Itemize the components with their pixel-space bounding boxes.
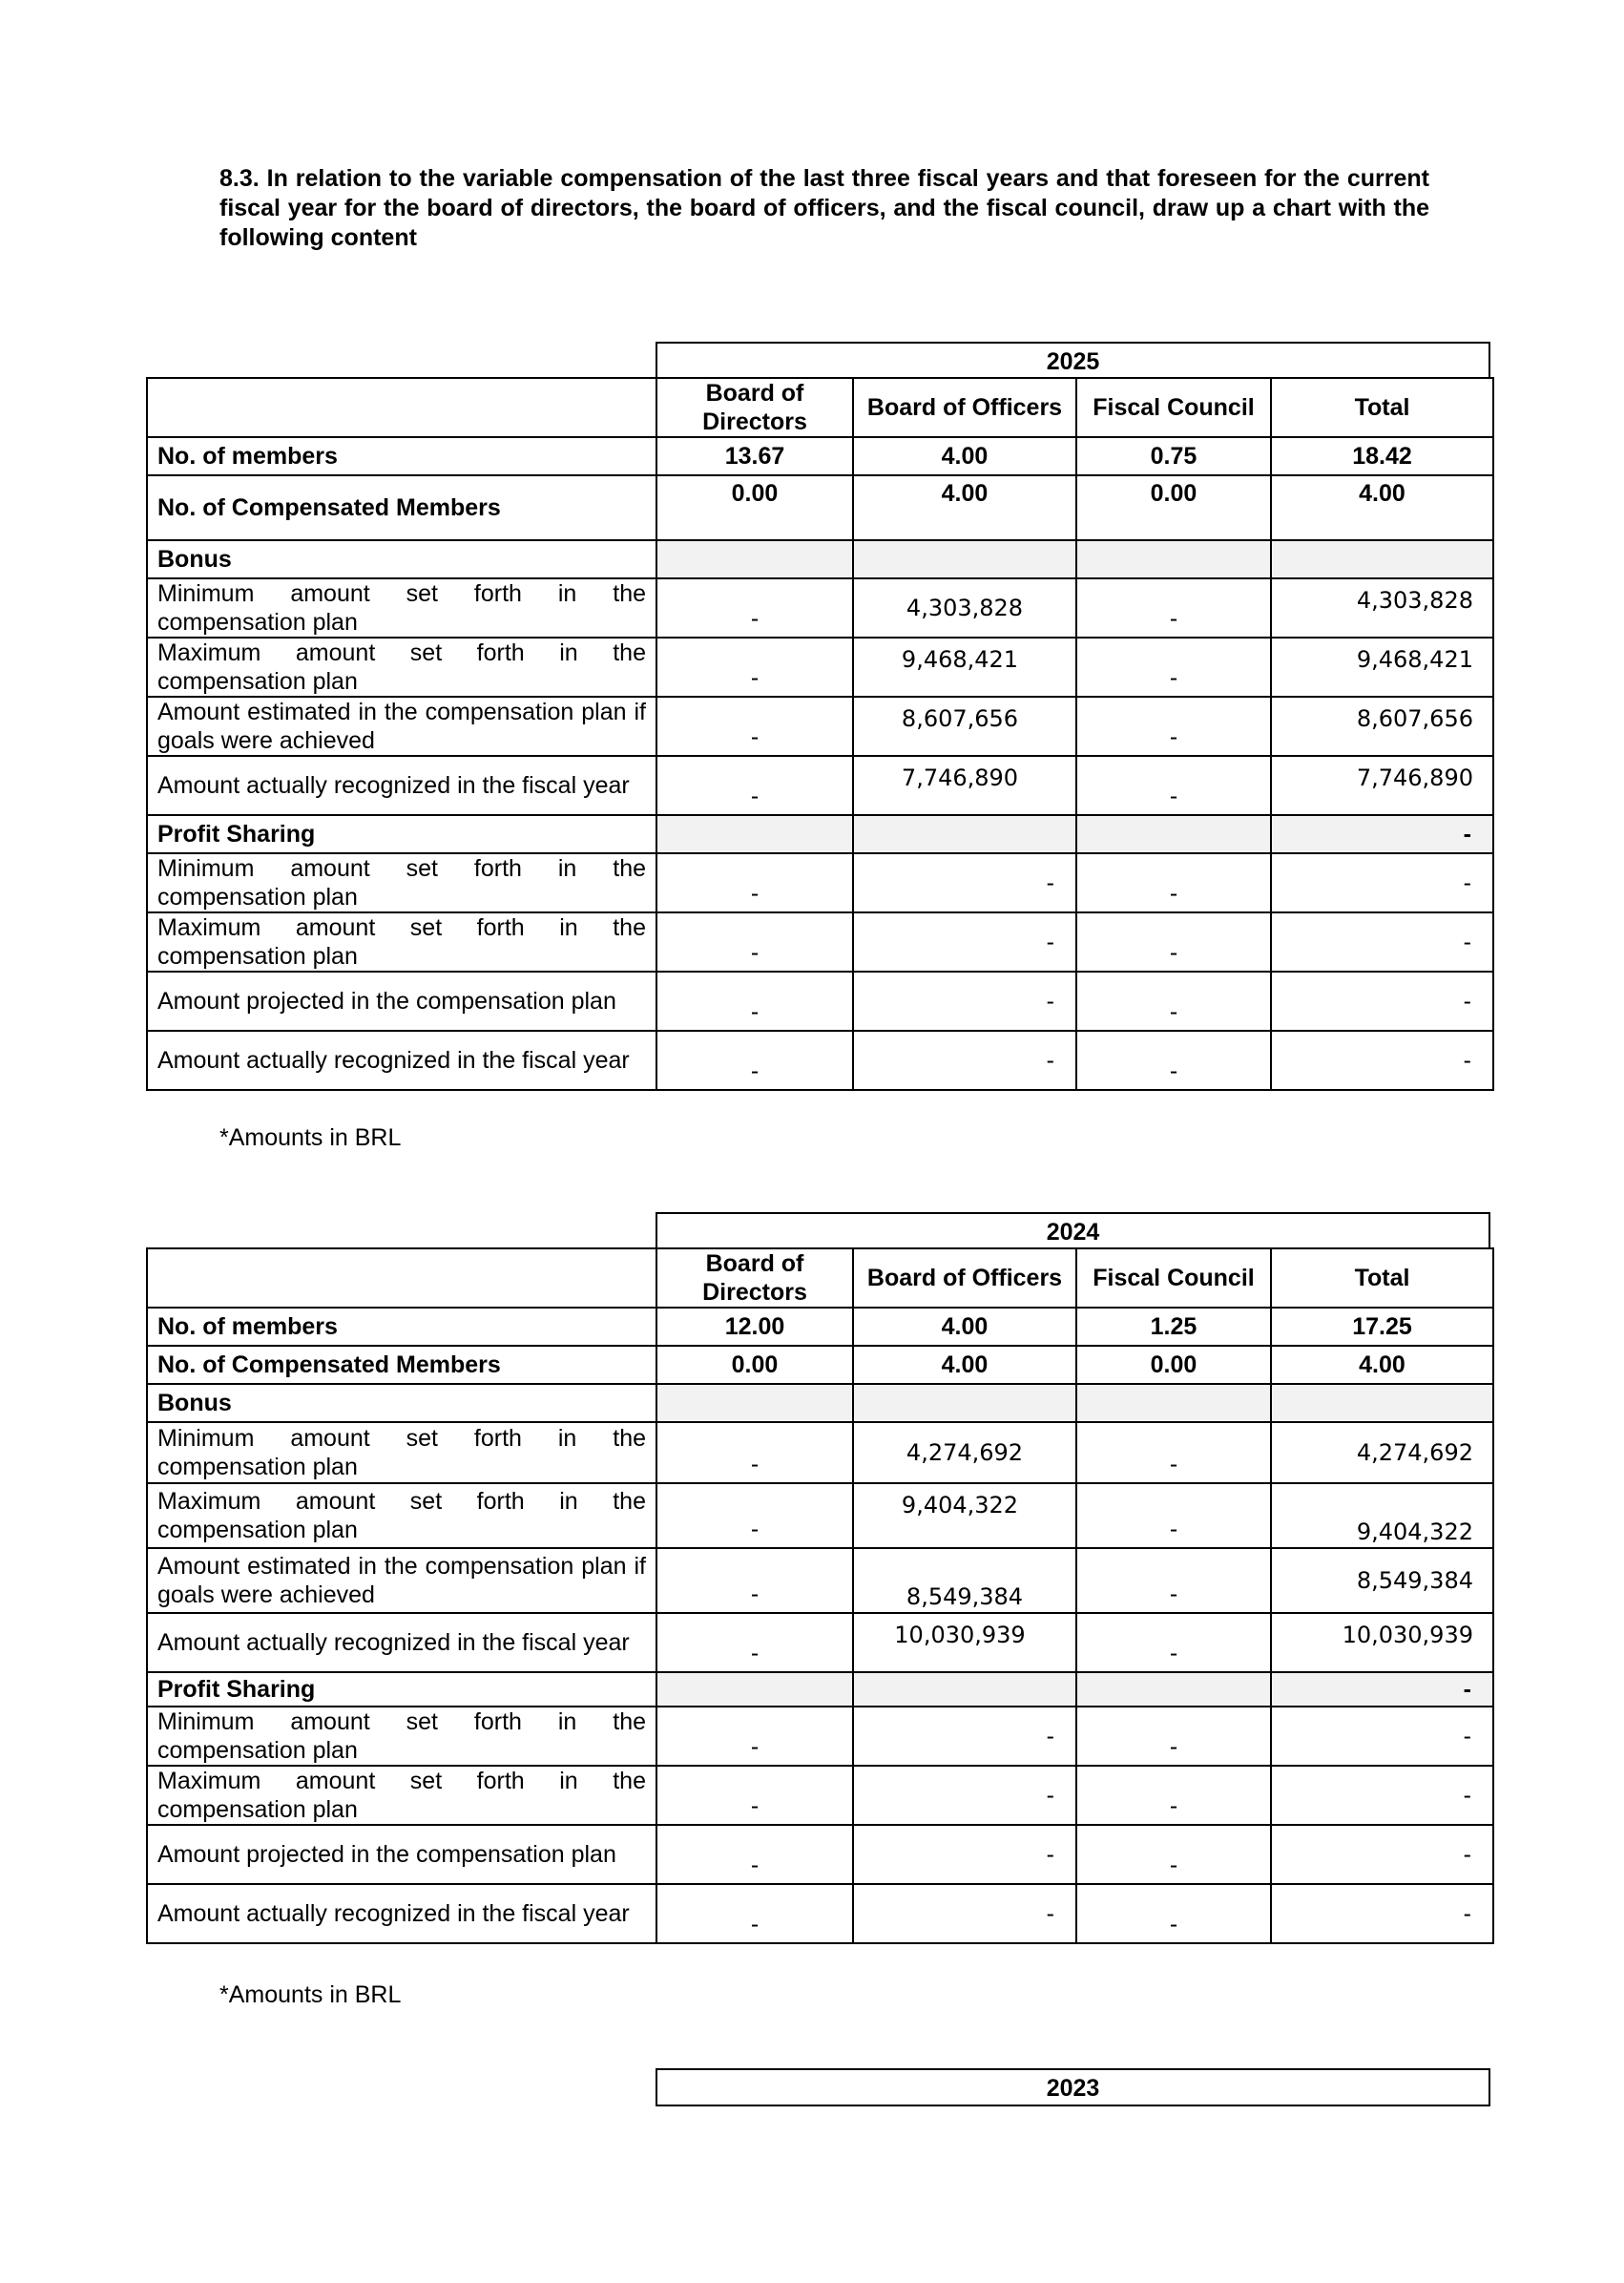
cell-value: -: [853, 1031, 1076, 1090]
amounts-note-2024: *Amounts in BRL: [219, 1981, 402, 2008]
cell-value: -: [1271, 853, 1493, 912]
row-label-projected: Amount projected in the compensation plan: [147, 1825, 656, 1884]
row-label-recognized: Amount actually recognized in the fiscal year: [147, 1613, 656, 1672]
cell-value: 4.00: [853, 1308, 1076, 1346]
cell-value: 0.00: [656, 475, 853, 540]
cell-value: -: [1271, 815, 1493, 853]
cell-value: 0.75: [1076, 437, 1271, 475]
table-row: [147, 1707, 1493, 1766]
row-label-max: Maximum amount set forth in the compensation plan: [147, 912, 656, 972]
cell-value: -: [1271, 1766, 1493, 1825]
cell-empty: [656, 1672, 853, 1707]
cell-value: -: [1076, 1422, 1271, 1483]
section-heading: 8.3. In relation to the variable compensation of the last three fiscal years and that foreseen for the current fiscal year for the board of directors, the board of officers, and the fiscal council, draw up a chart with the following content: [219, 165, 1429, 251]
table-row: [147, 1308, 1493, 1346]
cell-value: -: [1076, 1766, 1271, 1825]
cell-value: -: [656, 912, 853, 972]
cell-empty: [1076, 815, 1271, 853]
cell-value: -: [1076, 578, 1271, 638]
cell-value: 13.67: [656, 437, 853, 475]
cell-value: 7,746,890: [853, 756, 1076, 815]
cell-empty: [853, 1672, 1076, 1707]
cell-empty: [1076, 540, 1271, 578]
cell-value: 9,404,322: [1271, 1483, 1493, 1548]
row-label-members: No. of members: [147, 1308, 656, 1346]
cell-value: 18.42: [1271, 437, 1493, 475]
cell-value: 8,607,656: [853, 697, 1076, 756]
year-header-2025: 2025: [656, 342, 1490, 377]
cell-value: 0.00: [1076, 475, 1271, 540]
cell-empty: [853, 815, 1076, 853]
year-header-2023: 2023: [656, 2068, 1490, 2106]
section-bonus: Bonus: [147, 540, 656, 578]
row-label-members: No. of members: [147, 437, 656, 475]
table-row: [147, 1031, 1493, 1090]
cell-value: -: [656, 578, 853, 638]
cell-empty: [656, 815, 853, 853]
cell-value: 9,404,322: [853, 1483, 1076, 1548]
table-row: [147, 578, 1493, 638]
cell-empty: [1271, 1384, 1493, 1422]
cell-value: -: [1076, 638, 1271, 697]
cell-value: -: [1076, 1825, 1271, 1884]
cell-value: -: [1076, 697, 1271, 756]
cell-value: -: [853, 972, 1076, 1031]
row-label-recognized: Amount actually recognized in the fiscal year: [147, 756, 656, 815]
cell-value: -: [656, 972, 853, 1031]
cell-value: -: [656, 1031, 853, 1090]
cell-value: -: [1271, 1825, 1493, 1884]
cell-value: -: [853, 1884, 1076, 1943]
row-label-max: Maximum amount set forth in the compensation plan: [147, 638, 656, 697]
cell-value: -: [656, 1825, 853, 1884]
cell-value: -: [656, 1483, 853, 1548]
row-label-min: Minimum amount set forth in the compensation plan: [147, 853, 656, 912]
col-fiscal-council: Fiscal Council: [1076, 378, 1271, 437]
cell-value: -: [853, 912, 1076, 972]
cell-value: -: [1271, 1707, 1493, 1766]
cell-value: 8,549,384: [853, 1548, 1076, 1613]
table-row: [147, 1766, 1493, 1825]
col-board-of-directors: Board of Directors: [656, 1248, 853, 1308]
cell-value: -: [656, 1766, 853, 1825]
cell-value: 4,303,828: [853, 578, 1076, 638]
cell-value: 4.00: [853, 437, 1076, 475]
cell-value: -: [1076, 1884, 1271, 1943]
cell-value: 4,274,692: [1271, 1422, 1493, 1483]
cell-value: -: [1271, 1672, 1493, 1707]
cell-value: 10,030,939: [1271, 1613, 1493, 1672]
cell-value: -: [1076, 972, 1271, 1031]
cell-value: -: [656, 697, 853, 756]
cell-value: 4,274,692: [853, 1422, 1076, 1483]
table-row: [147, 1548, 1493, 1613]
cell-empty: [853, 540, 1076, 578]
cell-value: 9,468,421: [1271, 638, 1493, 697]
cell-value: 0.00: [656, 1346, 853, 1384]
row-label-recognized: Amount actually recognized in the fiscal year: [147, 1884, 656, 1943]
row-label-recognized: Amount actually recognized in the fiscal year: [147, 1031, 656, 1090]
table-row: [147, 1384, 1493, 1422]
row-label-max: Maximum amount set forth in the compensation plan: [147, 1483, 656, 1548]
section-bonus: Bonus: [147, 1384, 656, 1422]
col-board-of-officers: Board of Officers: [853, 1248, 1076, 1308]
row-label-estimated: Amount estimated in the compensation plan if goals were achieved: [147, 1548, 656, 1613]
row-label-compensated: No. of Compensated Members: [147, 475, 656, 540]
variable-compensation-table-2025: [146, 377, 1494, 1091]
cell-value: 4,303,828: [1271, 578, 1493, 638]
cell-value: 1.25: [1076, 1308, 1271, 1346]
cell-value: -: [656, 1884, 853, 1943]
cell-value: -: [853, 1707, 1076, 1766]
cell-value: -: [1076, 1483, 1271, 1548]
cell-value: -: [656, 1707, 853, 1766]
cell-value: -: [656, 1422, 853, 1483]
cell-value: -: [1076, 912, 1271, 972]
cell-value: 0.00: [1076, 1346, 1271, 1384]
cell-value: -: [1076, 1031, 1271, 1090]
col-board-of-directors: Board of Directors: [656, 378, 853, 437]
cell-value: -: [1271, 972, 1493, 1031]
cell-value: 4.00: [1271, 1346, 1493, 1384]
cell-value: 17.25: [1271, 1308, 1493, 1346]
year-header-2024: 2024: [656, 1212, 1490, 1247]
cell-value: -: [853, 1766, 1076, 1825]
cell-value: -: [656, 756, 853, 815]
cell-value: -: [1271, 1884, 1493, 1943]
section-profit-sharing: Profit Sharing: [147, 1672, 656, 1707]
cell-empty: [1076, 1384, 1271, 1422]
col-fiscal-council: Fiscal Council: [1076, 1248, 1271, 1308]
cell-value: -: [656, 1613, 853, 1672]
col-board-of-officers: Board of Officers: [853, 378, 1076, 437]
amounts-note-2025: *Amounts in BRL: [219, 1124, 402, 1151]
cell-value: 4.00: [853, 475, 1076, 540]
variable-compensation-table-2024: [146, 1247, 1494, 1944]
cell-value: 8,607,656: [1271, 697, 1493, 756]
table-row: [147, 1825, 1493, 1884]
cell-empty: [656, 540, 853, 578]
cell-value: 4.00: [853, 1346, 1076, 1384]
cell-value: -: [656, 853, 853, 912]
table-row: [147, 1422, 1493, 1483]
row-label-estimated: Amount estimated in the compensation plan if goals were achieved: [147, 697, 656, 756]
col-total: Total: [1271, 1248, 1493, 1308]
cell-value: 9,468,421: [853, 638, 1076, 697]
cell-empty: [656, 1384, 853, 1422]
table-row: [147, 638, 1493, 697]
cell-empty: [853, 1384, 1076, 1422]
table-row: [147, 815, 1493, 853]
row-label-compensated: No. of Compensated Members: [147, 1346, 656, 1384]
cell-value: -: [1271, 912, 1493, 972]
table-row: [147, 1346, 1493, 1384]
table-row: [147, 972, 1493, 1031]
table-row: [147, 437, 1493, 475]
cell-value: -: [853, 1825, 1076, 1884]
table-row: [147, 1884, 1493, 1943]
section-profit-sharing: Profit Sharing: [147, 815, 656, 853]
row-label-projected: Amount projected in the compensation plan: [147, 972, 656, 1031]
cell-value: -: [1076, 1613, 1271, 1672]
row-label-min: Minimum amount set forth in the compensation plan: [147, 578, 656, 638]
row-label-max: Maximum amount set forth in the compensation plan: [147, 1766, 656, 1825]
table-row: [147, 1672, 1493, 1707]
row-label-min: Minimum amount set forth in the compensation plan: [147, 1422, 656, 1483]
cell-value: 10,030,939: [853, 1613, 1076, 1672]
cell-value: -: [1076, 853, 1271, 912]
cell-value: 4.00: [1271, 475, 1493, 540]
table-row: [147, 912, 1493, 972]
table-row: [147, 540, 1493, 578]
cell-value: -: [853, 853, 1076, 912]
col-total: Total: [1271, 378, 1493, 437]
table-row: [147, 1613, 1493, 1672]
cell-value: -: [1076, 756, 1271, 815]
cell-value: -: [656, 638, 853, 697]
table-row: [147, 853, 1493, 912]
cell-value: -: [656, 1548, 853, 1613]
cell-value: -: [1271, 1031, 1493, 1090]
table-row: [147, 697, 1493, 756]
table-row: [147, 475, 1493, 540]
cell-value: -: [1076, 1707, 1271, 1766]
header-blank: [147, 378, 656, 437]
cell-empty: [1076, 1672, 1271, 1707]
cell-value: 12.00: [656, 1308, 853, 1346]
cell-value: -: [1076, 1548, 1271, 1613]
row-label-min: Minimum amount set forth in the compensation plan: [147, 1707, 656, 1766]
cell-empty: [1271, 540, 1493, 578]
table-row: [147, 1483, 1493, 1548]
header-blank: [147, 1248, 656, 1308]
table-row: [147, 756, 1493, 815]
cell-value: 7,746,890: [1271, 756, 1493, 815]
cell-value: 8,549,384: [1271, 1548, 1493, 1613]
